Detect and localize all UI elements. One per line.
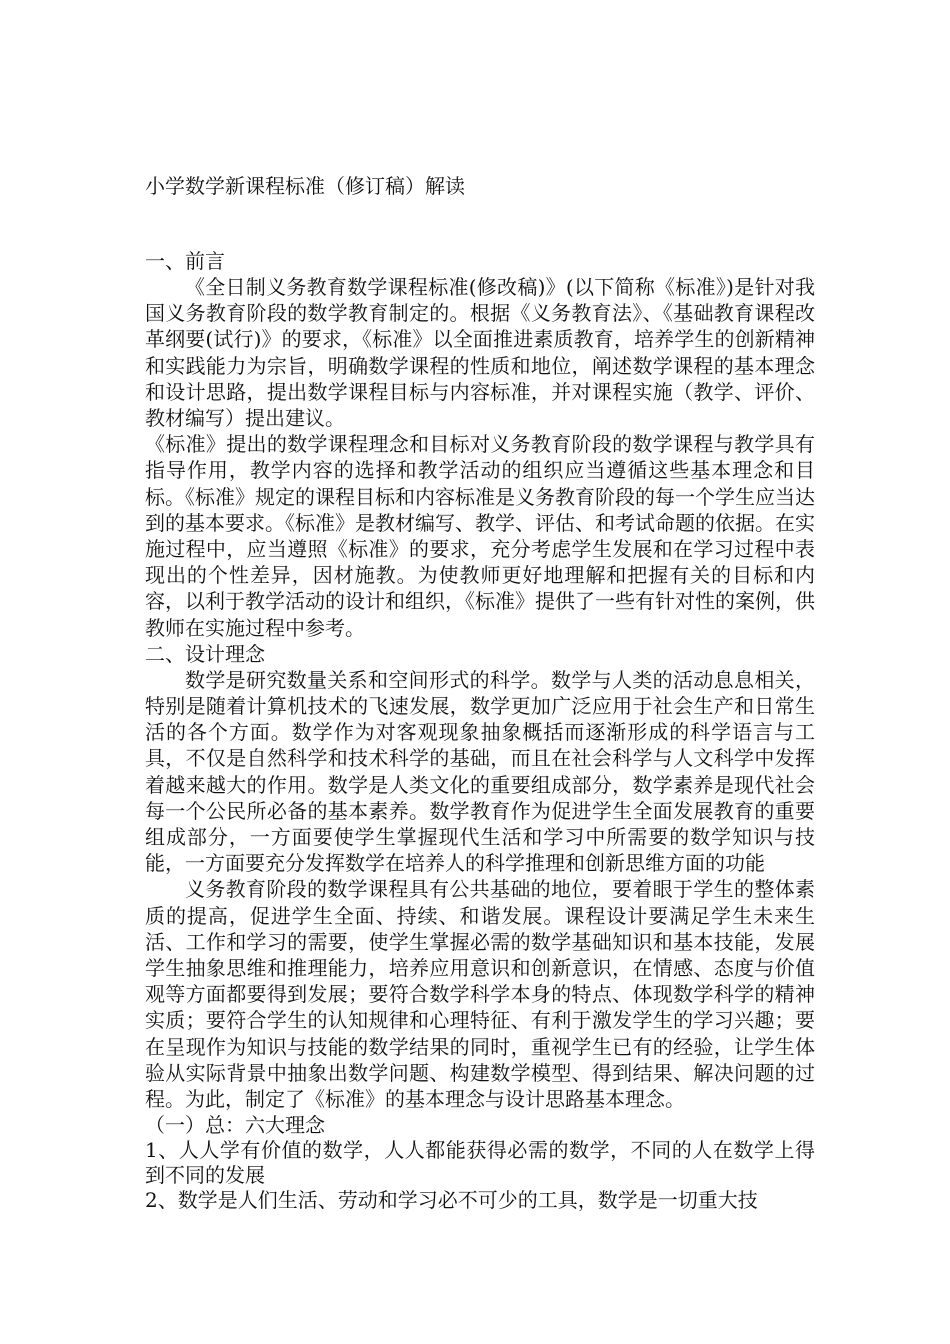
paragraph: 《标准》提出的数学课程理念和目标对义务教育阶段的数学课程与教学具有指导作用，教学内容的选择和教学活动的组织应当遵循这些基本理念和目标。《标准》规定的课程目标和内容标准是义务教育阶段的每一个学生应当达到的基本要求。《标准》是教材编写、教学、评估、和考试命题的依据。在实施过程中，应当遵照《标准》的要求，充分考虑学生发展和在学习过程中表现出的个性差异，因材施教。为使教师更好地理解和把握有关的目标和内容，以利于教学活动的设计和组织，《标准》提供了一些有针对性的案例，供教师在实施过程中参考。 <box>145 432 815 640</box>
document-page <box>145 172 815 1213</box>
paragraph: 数学是研究数量关系和空间形式的科学。数学与人类的活动息息相关，特别是随着计算机技术的飞速发展，数学更加广泛应用于社会生产和日常生活的各个方面。数学作为对客观现象抽象概括而逐渐形成的科学语言与工具，不仅是自然科学和技术科学的基础，而且在社会科学与人文科学中发挥着越来越大的作用。数学是人类文化的重要组成部分，数学素养是现代社会每一个公民所必备的基本素养。数学教育作为促进学生全面发展教育的重要组成部分，一方面要使学生掌握现代生活和学习中所需要的数学知识与技能，一方面要充分发挥数学在培养人的科学推理和创新思维方面的功能 <box>145 667 815 876</box>
paragraph: 《全日制义务教育数学课程标准(修改稿)》(以下简称《标准》)是针对我国义务教育阶段的数学教育制定的。根据《义务教育法》、《基础教育课程改革纲要(试行)》的要求，《标准》以全面推进素质教育，培养学生的创新精神和实践能力为宗旨，明确数学课程的性质和地位，阐述数学课程的基本理念和设计思路，提出数学课程目标与内容标准，并对课程实施（教学、评价、教材编写）提出建议。 <box>145 275 815 431</box>
document-title: 小学数学新课程标准（修订稿）解读 <box>145 174 465 198</box>
list-item: 2、数学是人们生活、劳动和学习必不可少的工具，数学是一切重大技 <box>145 1188 758 1213</box>
section-heading-preface: 一、前言 <box>145 249 225 273</box>
section-heading-design-concept: 二、设计理念 <box>145 641 265 666</box>
paragraph: 义务教育阶段的数学课程具有公共基础的地位，要着眼于学生的整体素质的提高，促进学生全面、持续、和谐发展。课程设计要满足学生未来生活、工作和学习的需要，使学生掌握必需的数学基础知识和基本技能，发展学生抽象思维和推理能力，培养应用意识和创新意识，在情感、态度与价值观等方面都要得到发展；要符合数学科学本身的特点、体现数学科学的精神实质；要符合学生的认知规律和心理特征、有利于激发学生的学习兴趣；要在呈现作为知识与技能的数学结果的同时，重视学生已有的经验，让学生体验从实际背景中抽象出数学问题、构建数学模型、得到结果、解决问题的过程。为此，制定了《标准》的基本理念与设计思路基本理念。 <box>145 877 815 1112</box>
subsection-heading: （一）总：六大理念 <box>145 1113 325 1138</box>
list-item: 1、人人学有价值的数学，人人都能获得必需的数学，不同的人在数学上得到不同的发展 <box>145 1138 815 1188</box>
